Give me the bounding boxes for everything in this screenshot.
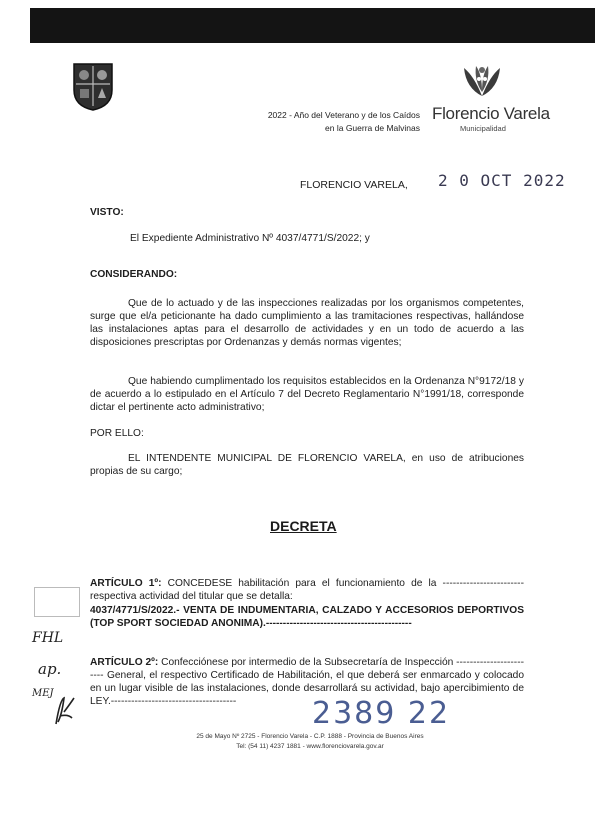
por-ello-text: EL INTENDENTE MUNICIPAL DE FLORENCIO VARELA, en uso de atribuciones propias de su cargo; — [90, 453, 524, 477]
handwritten-initials-1: FHL — [32, 630, 64, 646]
articulo-1-label: ARTÍCULO 1º: — [90, 578, 162, 589]
considerando-paragraph-1: Que de lo actuado y de las inspecciones realizadas por los organismos competentes, surge que el/a peticionante ha dado cumplimiento a las tramitaciones respectivas, hallándose las instalaciones aptas para el desarrollo de actividades y en un todo de acuerdo a las disposiciones prescriptas por Ordenanzas y demás normas vigentes; — [90, 298, 524, 348]
municipal-crest-icon — [70, 60, 116, 112]
articulo-1 — [90, 577, 524, 607]
articulo-2-text: Confecciónese por intermedio de la Subsecretaría de Inspección ------------------------ General, el respectivo Certificado de Habilitación, el que deberá ser enmarcado y colocado en un lugar visible de las instalaciones, donde desarrollará su actividad, bajo apercibimiento de LEY.------------------------------------- — [90, 657, 524, 707]
date-city: FLORENCIO VARELA, — [300, 179, 408, 191]
footer-address: 25 de Mayo Nº 2725 - Florencio Varela - C.P. 1888 - Provincia de Buenos Aires — [196, 733, 424, 740]
visto-text: El Expediente Administrativo Nº 4037/4771/S/2022; y — [130, 233, 370, 244]
articulo-2 — [90, 656, 524, 710]
year-motto-line-2: en la Guerra de Malvinas — [325, 123, 420, 133]
top-scan-bar — [30, 8, 595, 43]
handwritten-initials-2: ap. — [38, 660, 62, 678]
brand-name: Florencio Varela — [432, 104, 550, 123]
registry-stamp — [34, 587, 80, 617]
handwritten-initials-3: MEJ — [32, 688, 54, 699]
footer-contact: Tel: (54 11) 4237 1881 - www.florenciovarela.gov.ar — [236, 743, 384, 750]
considerando-paragraph-2: Que habiendo cumplimentado los requisitos establecidos en la Ordenanza N°9172/18 y de acuerdo a lo estipulado en el Artículo 7 del Decreto Reglamentario N°1991/18, corresponde dictar el pertinente acto administrativo; — [90, 376, 524, 413]
decreta-heading: DECRETA — [270, 518, 337, 534]
date-stamp: 2 0 OCT 2022 — [438, 171, 566, 190]
considerando-heading: CONSIDERANDO: — [90, 269, 178, 280]
decree-number-stamp: 2389 22 — [312, 696, 451, 731]
articulo-2-label: ARTÍCULO 2º: — [90, 657, 159, 668]
por-ello-heading: POR ELLO: — [90, 428, 144, 439]
articulo-1-detail: 4037/4771/S/2022.- VENTA DE INDUMENTARIA, CALZADO Y ACCESORIOS DEPORTIVOS (TOP SPORT SOCIEDAD ANONIMA).------------------------------------------- — [90, 605, 524, 629]
year-motto-line-1: 2022 - Año del Veterano y de los Caídos — [267, 110, 420, 120]
brand-subtitle: Municipalidad — [460, 124, 506, 133]
florencio-varela-logo-icon — [462, 62, 502, 98]
articulo-1-text: CONCEDESE habilitación para el funcionamiento de la ------------------------ respectiva actividad del titular que se detalla: — [90, 578, 524, 602]
visto-heading: VISTO: — [90, 207, 124, 218]
handwritten-signature-icon — [50, 694, 78, 728]
